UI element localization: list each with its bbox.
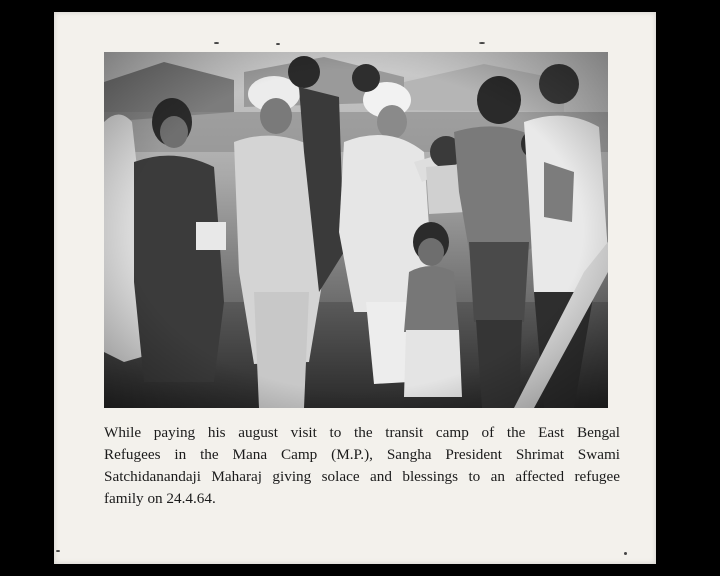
photo-caption: [104, 422, 620, 510]
caption-line-1: While paying his august visit to the transit camp of the East Bengal: [104, 424, 620, 441]
print-speck: [624, 552, 627, 555]
print-speck: [479, 42, 485, 44]
document-page: [54, 12, 656, 564]
print-speck: [276, 43, 280, 45]
caption-line-4: family on 24.4.64.: [104, 490, 216, 507]
refugee-camp-photograph: [104, 52, 608, 408]
caption-line-2: Refugees in the Mana Camp (M.P.), Sangha President Shrimat Swami: [104, 446, 620, 463]
caption-line-3: Satchidanandaji Maharaj giving solace and blessings to an affected refugee: [104, 468, 620, 485]
photograph-image: [104, 52, 608, 408]
print-speck: [214, 42, 219, 44]
print-speck: [56, 550, 60, 552]
